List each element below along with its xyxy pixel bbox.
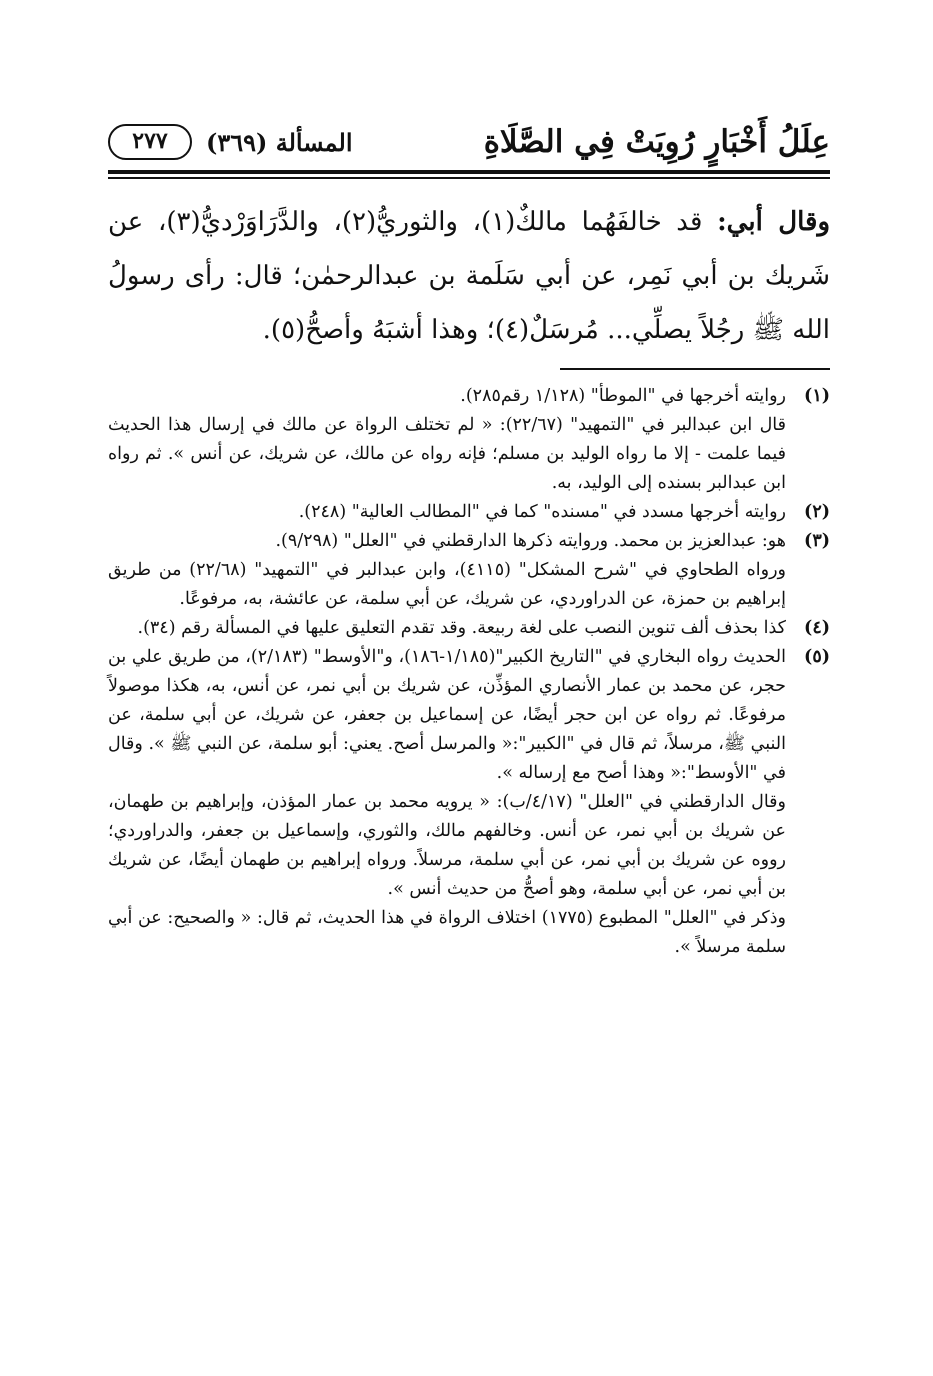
main-text: [108, 195, 830, 357]
main-body: قد خالفَهُما مالكٌ(١)، والثوريُّ(٢)، والدَّرَاوَرْديُّ(٣)، عن شَريك بن أبي نَمِر، عن أبي سَلَمة بن عبدالرحمٰن؛ قال: رأى رسولُ الله ﷺ رجُلاً يصلِّي... مُرسَلٌ(٤)؛ وهذا أشبَهُ وأصحُّ(٥).: [108, 207, 830, 345]
footnote-line: وذكر في "العلل" المطبوع (١٧٧٥) اختلاف الرواة في هذا الحديث، ثم قال: « والصحيح: عن أبي سلمة مرسلاً ».: [108, 908, 786, 957]
masala-number: المسألة (٣٦٩): [206, 128, 353, 157]
footnote-line: روايته أخرجها مسدد في "مسنده" كما في "المطالب العالية" (٢٤٨).: [298, 502, 786, 522]
footnote-number: (٥): [804, 647, 830, 667]
footnote-line: وقال الدارقطني في "العلل" (٤/١٧/ب): « يرويه محمد بن عمار المؤذن، وإبراهيم بن طهمان، عن شريك بن أبي نمر، عن أنس. وخالفهم مالك، والثوري، وإسماعيل بن جعفر، والدراوردي؛ رووه عن شريك بن أبي نمر، عن أبي سلمة، مرسلاً. ورواه إبراهيم بن طهمان أيضًا، عن شريك بن أبي نمر، عن أبي سلمة، وهو أصحُّ من حديث أنس ».: [108, 792, 786, 899]
footnote-separator: [560, 368, 830, 370]
footnote-line: قال ابن عبدالبر في "التمهيد" (٢٢/٦٧): « لم تختلف الرواة عن مالك في إرسال هذا الحديث فيما علمت - إلا ما رواه الوليد بن مسلم؛ فإنه رواه عن مالك، عن شريك، عن أنس ». ثم رواه ابن عبدالبر بسنده إلى الوليد، به.: [108, 415, 786, 493]
footnote-4: [108, 614, 830, 643]
footnote-line: ورواه الطحاوي في "شرح المشكل" (٤١١٥)، وابن عبدالبر في "التمهيد" (٢٢/٦٨) من طريق إبراهيم بن حمزة، عن الدراوردي، عن شريك، عن أبي سلمة، عن عائشة، به، مرفوعًا.: [108, 560, 787, 609]
page-number: ٢٧٧: [108, 124, 192, 160]
footnote-line: كذا بحذف ألف تنوين النصب على لغة ربيعة. وقد تقدم التعليق عليها في المسألة رقم (٣٤).: [137, 618, 786, 638]
footnote-1: [108, 382, 830, 498]
footnote-line: هو: عبدالعزيز بن محمد. وروايته ذكرها الدارقطني في "العلل" (٩/٢٩٨).: [275, 531, 786, 551]
footnote-line: الحديث رواه البخاري في "التاريخ الكبير"(١/١٨٥-١٨٦)، و"الأوسط" (٢/١٨٣)، من طريق علي بن حجر، عن محمد بن عمار الأنصاري المؤذِّن، عن شريك بن أبي نمر، عن أنس، به، هكذا موصولاً مرفوعًا. ثم رواه عن ابن حجر أيضًا، عن إسماعيل بن جعفر، عن شريك، عن أبي سلمة، عن النبي ﷺ، مرسلاً، ثم قال في "الكبير":« والمرسل أصح. يعني: أبو سلمة، عن النبي ﷺ ». وقال في "الأوسط":« وهذا أصح مع إرساله ».: [108, 647, 786, 783]
running-title: عِلَلُ أَخْبَارٍ رُوِيَتْ فِي الصَّلَاةِ: [483, 124, 830, 160]
footnote-number: (٣): [804, 531, 830, 551]
footnote-2: [108, 498, 830, 527]
footnotes: [108, 382, 830, 962]
footnote-3: [108, 527, 830, 614]
main-lead: وقال أبي:: [717, 207, 831, 237]
main-paragraph: [108, 195, 830, 357]
footnote-5: [108, 643, 830, 962]
header-rule-thick: [108, 170, 830, 174]
footnote-number: (٤): [804, 618, 830, 638]
header-rule-thin: [108, 177, 830, 179]
footnote-number: (٢): [804, 502, 830, 522]
footnote-number: (١): [804, 386, 830, 406]
page-header: [108, 118, 830, 174]
footnote-line: روايته أخرجها في "الموطأ" (١/١٢٨ رقم٢٨٥).: [460, 386, 786, 406]
